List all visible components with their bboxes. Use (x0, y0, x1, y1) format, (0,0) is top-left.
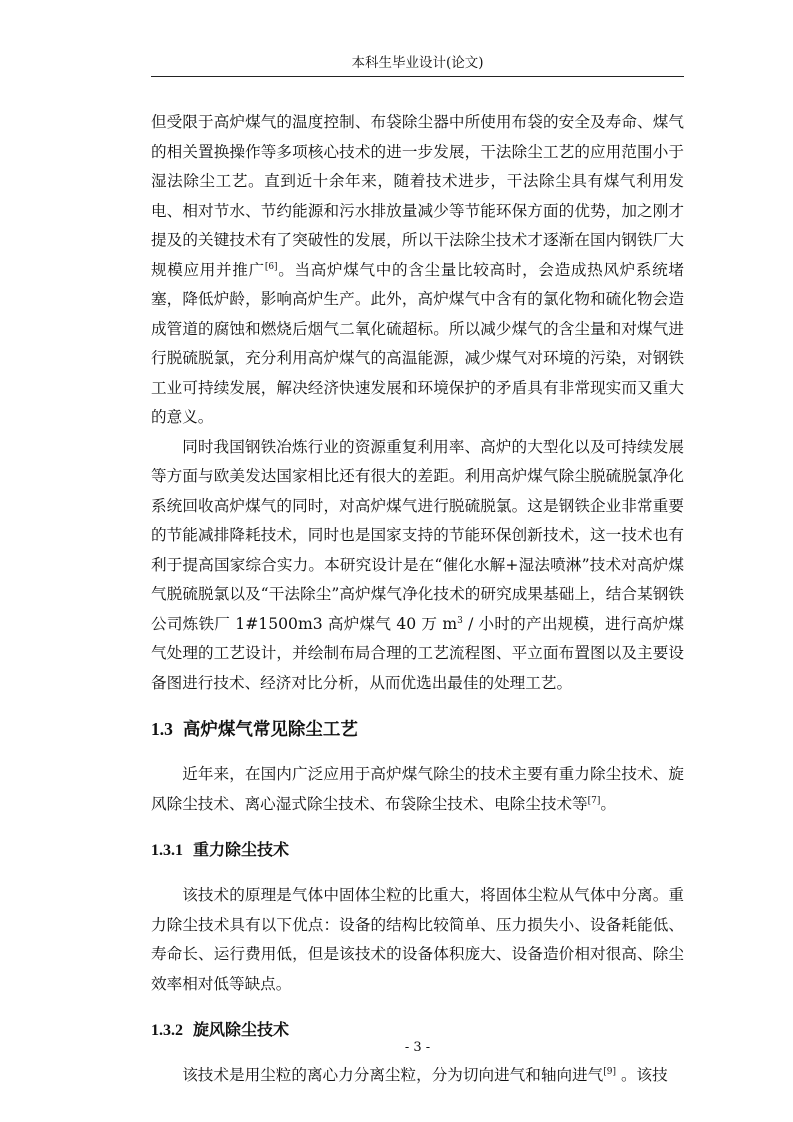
paragraph-section-intro (151, 760, 684, 819)
paragraph-research-design (151, 433, 684, 699)
running-header: 本科生毕业设计(论文) (351, 55, 484, 71)
section-heading-1-3-1 (151, 838, 684, 863)
section-number: 1.3.1 (151, 842, 183, 859)
section-heading-1-3 (151, 717, 684, 742)
paragraph-dry-dedusting-limits (151, 108, 684, 433)
section-title: 高炉煤气常见除尘工艺 (182, 720, 358, 740)
section-title: 重力除尘技术 (193, 840, 290, 859)
citation-ref: [9] (603, 1067, 616, 1077)
paragraph-text: 近年来，在国内广泛应用于高炉煤气除尘的技术主要有重力除尘技术、旋风除尘技术、离心湿式除尘技术、布袋除尘技术、电除尘技术等 (151, 765, 684, 813)
page-number: - 3 - (404, 1040, 431, 1055)
header-rule (151, 76, 684, 77)
paragraph-text: 。 (600, 794, 616, 813)
paragraph-text: 该技术是用尘粒的离心力分离尘粒，分为切向进气和轴向进气 (182, 1066, 604, 1084)
paragraph-text: 。当高炉煤气中的含尘量比较高时，会造成热风炉系统堵塞，降低炉龄，影响高炉生产。此外，高炉煤气中含有的氯化物和硫化物会造成管道的腐蚀和燃烧后烟气二氧化硫超标。所以减少煤气的含尘量和对煤气进行脱硫脱氯，充分利用高炉煤气的高温能源，减少煤气对环境的污染，对钢铁工业可持续发展，解决经济快速发展和环境保护的矛盾具有非常现实而又重大的意义。 (151, 260, 684, 426)
section-number: 1.3 (151, 719, 173, 739)
paragraph-text: 但受限于高炉煤气的温度控制、布袋除尘器中所使用布袋的安全及寿命、煤气的相关置换操作等多项核心技术的进一步发展，干法除尘工艺的应用范围小于湿法除尘工艺。直到近十余年来，随着技术进步，干法除尘具有煤气利用发电、相对节水、节约能源和污水排放量减少等节能环保方面的优势，加之刚才提及的关键技术有了突破性的发展，所以干法除尘技术才逐渐在国内钢铁厂大规模应用并推广 (151, 113, 684, 279)
paragraph-gravity-dedusting: 该技术的原理是气体中固体尘粒的比重大，将固体尘粒从气体中分离。重力除尘技术具有以下优点：设备的结构比较简单、压力损失小、设备耗能低、寿命长、运行费用低，但是该技术的设备体积庞大、设备造价相对很高、除尘效率相对低等缺点。 (151, 886, 684, 993)
paragraph-text: / 小时的产出规模，进行高炉煤气处理的工艺设计，并绘制布局合理的工艺流程图、平立面布置图以及主要设备图进行技术、经济对比分析，从而优选出最佳的处理工艺。 (151, 614, 684, 692)
paragraph-text: 同时我国钢铁冶炼行业的资源重复利用率、高炉的大型化以及可持续发展等方面与欧美发达国家相比还有很大的差距。利用高炉煤气除尘脱硫脱氯净化系统回收高炉煤气的同时，对高炉煤气进行脱硫脱氯。这是钢铁企业非常重要的节能减排降耗技术，同时也是国家支持的节能环保创新技术，这一技术也有利于提高国家综合实力。本研究设计是在“催化水解+湿法喷淋”技术对高炉煤气脱硫脱氯以及“干法除尘”高炉煤气净化技术的研究成果基础上，结合某钢铁公司炼铁厂 1#1500m3 高炉煤气 40 万 m (151, 437, 684, 633)
section-title: 旋风除尘技术 (193, 1020, 290, 1039)
citation-ref: [7] (587, 795, 601, 806)
citation-ref: [6] (264, 261, 278, 272)
paragraph-text: 。该技 (615, 1066, 668, 1084)
section-number: 1.3.2 (151, 1022, 183, 1039)
unit-superscript: 3 (457, 615, 463, 626)
page-body (151, 108, 684, 1091)
paragraph-cyclone-dedusting (151, 1061, 684, 1091)
